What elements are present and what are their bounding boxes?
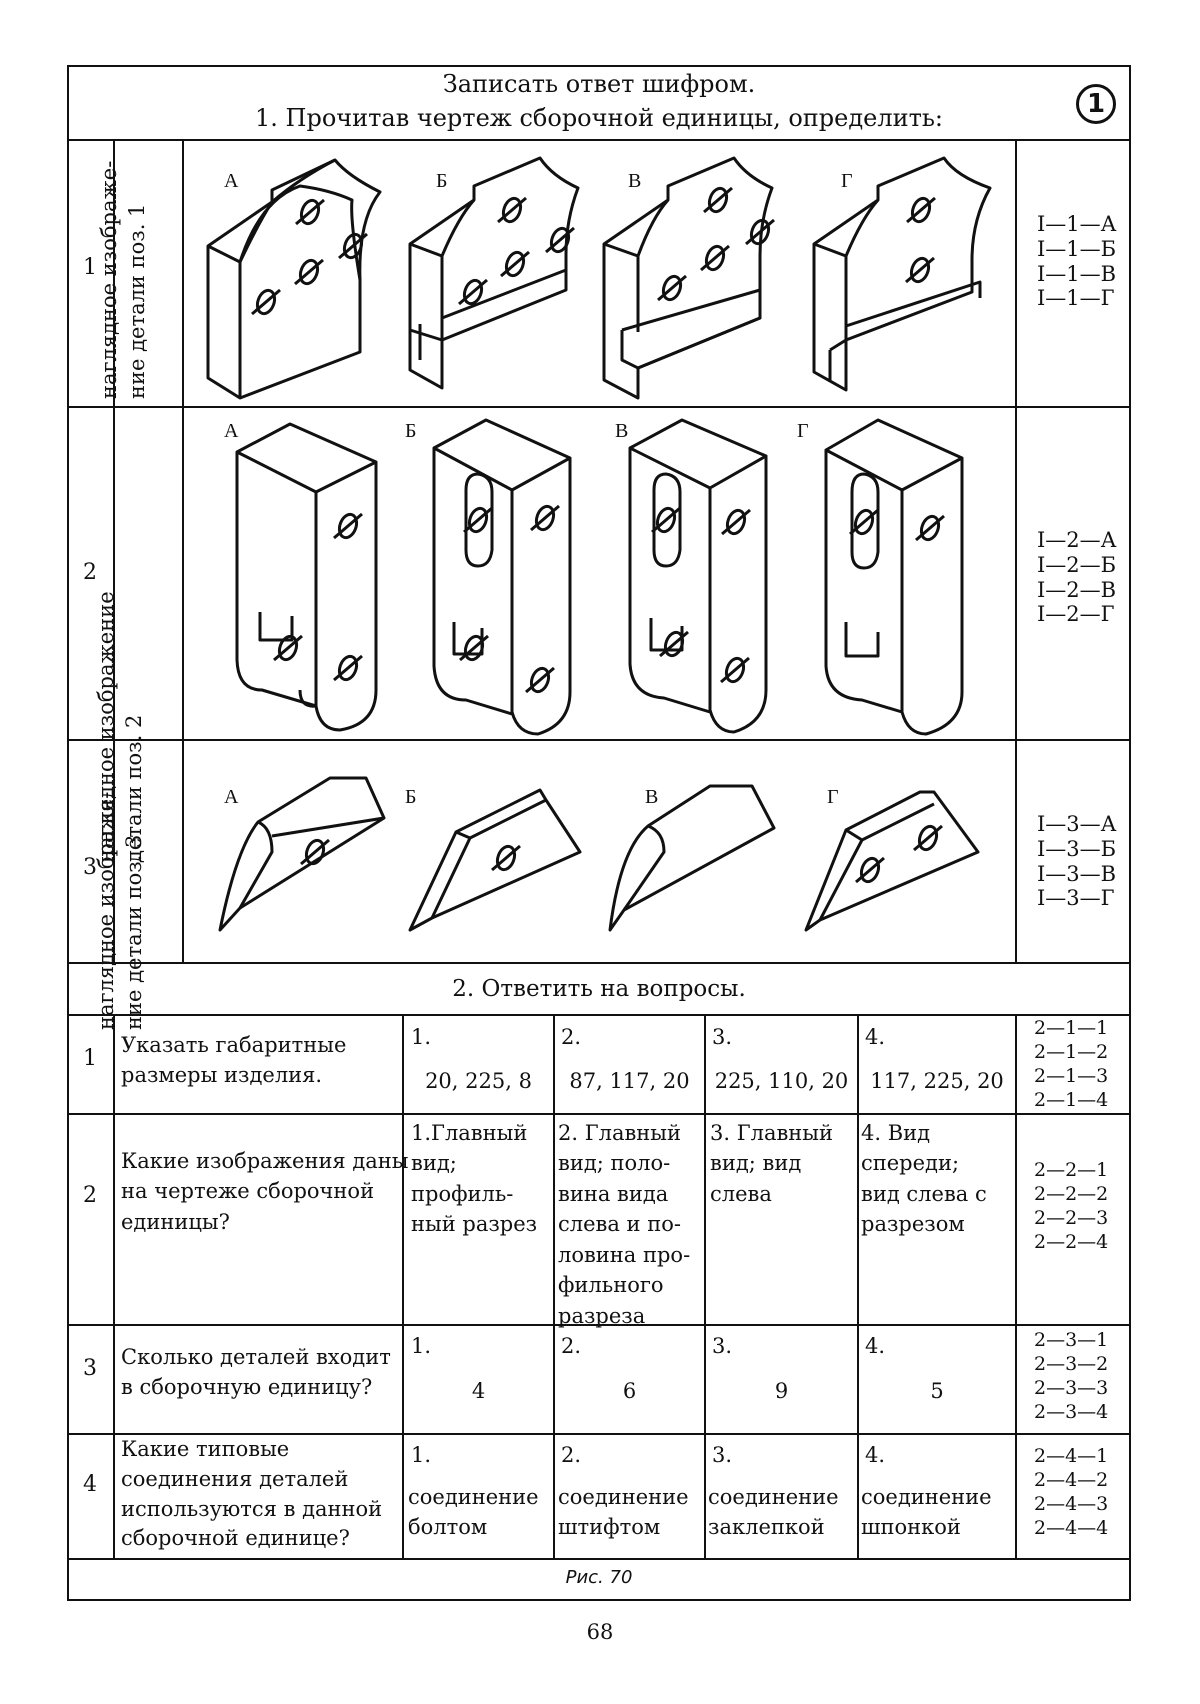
answer-value: 6 — [622, 1379, 637, 1403]
answer-number: 2. — [561, 1443, 582, 1467]
question-num: 4 — [83, 1472, 97, 1497]
variant-letter: В — [615, 420, 629, 442]
answer-value: 20, 225, 8 — [425, 1069, 532, 1093]
rule-q4-bottom — [67, 1558, 1131, 1560]
answer-number: 3. — [712, 1025, 733, 1049]
page-number: 68 — [586, 1620, 614, 1644]
variant-letter: Г — [841, 170, 853, 192]
rule-codes-col — [1015, 139, 1017, 963]
variant-letter: А — [224, 786, 239, 808]
question-num: 3 — [83, 1356, 97, 1381]
answer-codes: I—3—А I—3—Б I—3—В I—3—Г — [1037, 812, 1117, 911]
row-num: 3 — [83, 855, 97, 880]
answer-value: 9 — [774, 1379, 789, 1403]
rule-a4-col — [1015, 1014, 1017, 1559]
row-num: 1 — [83, 255, 97, 280]
answer-number: 1. — [411, 1443, 432, 1467]
answer-codes: 2—2—1 2—2—2 2—2—3 2—2—4 — [1034, 1159, 1109, 1254]
rule-header-bottom — [67, 139, 1131, 141]
part2-title: 2. Ответить на вопросы. — [452, 976, 746, 1002]
answer-value: 4. Вид спереди; вид слева с разрезом — [861, 1121, 987, 1237]
answer-number: 2. — [561, 1334, 582, 1358]
question-text: Сколько деталей входит в сборочную единицу? — [121, 1345, 391, 1400]
header-line1: Записать ответ шифром. — [442, 70, 756, 98]
variant-letter: В — [645, 786, 659, 808]
answer-value: соединение шпонкой — [861, 1485, 992, 1540]
answer-value: 117, 225, 20 — [870, 1069, 1004, 1093]
answer-number: 3. — [712, 1443, 733, 1467]
answer-number: 1. — [411, 1025, 432, 1049]
answer-number: 4. — [865, 1025, 886, 1049]
header-line2: 1. Прочитав чертеж сборочной единицы, определить: — [255, 104, 943, 132]
answer-value: 2. Главный вид; поло- вина вида слева и по- ловина про- фильного разреза — [558, 1121, 691, 1328]
answer-number: 3. — [712, 1334, 733, 1358]
row-label-2: наглядное изображение детали поз. 2 — [94, 591, 147, 863]
variant-letter: Г — [827, 786, 839, 808]
question-num: 1 — [83, 1046, 97, 1071]
answer-number: 4. — [865, 1334, 886, 1358]
question-text: Какие изображения даны на чертеже сборочной единицы? — [121, 1149, 409, 1234]
answer-codes: 2—4—1 2—4—2 2—4—3 2—4—4 — [1034, 1445, 1109, 1540]
answer-codes: 2—1—1 2—1—2 2—1—3 2—1—4 — [1034, 1017, 1109, 1112]
rule-row2-bottom — [67, 739, 1131, 741]
question-text: Указать габаритные размеры изделия. — [121, 1033, 347, 1088]
rule-part2-title-bottom — [67, 1014, 1131, 1016]
answer-number: 1. — [411, 1334, 432, 1358]
answer-value: соединение заклепкой — [708, 1485, 839, 1540]
row-label-3: наглядное изображе- ние детали поз. 3 — [94, 791, 147, 1030]
row-label-1: наглядное изображе- ние детали поз. 1 — [97, 160, 150, 399]
answer-codes: 2—3—1 2—3—2 2—3—3 2—3—4 — [1034, 1329, 1109, 1424]
rule-q1-bottom — [67, 1113, 1131, 1115]
answer-number: 4. — [865, 1443, 886, 1467]
answer-value: 225, 110, 20 — [714, 1069, 849, 1093]
answer-codes: I—2—А I—2—Б I—2—В I—2—Г — [1037, 528, 1117, 627]
variant-letter: Г — [797, 420, 809, 442]
question-text: Какие типовые соединения деталей используются в данной сборочной единице? — [121, 1437, 383, 1551]
rule-label-col — [182, 139, 184, 963]
answer-number: 2. — [561, 1025, 582, 1049]
answer-value: соединение болтом — [408, 1485, 539, 1540]
answer-codes: I—1—А I—1—Б I—1—В I—1—Г — [1037, 212, 1117, 311]
rule-row3-bottom — [67, 962, 1131, 964]
rule-q-num-col — [113, 1014, 115, 1559]
exercise-number-badge: 1 — [1076, 84, 1116, 124]
variant-letter: В — [628, 170, 642, 192]
answer-value: соединение штифтом — [558, 1485, 689, 1540]
answer-value: 3. Главный вид; вид слева — [710, 1121, 834, 1206]
variant-letter: А — [224, 170, 239, 192]
row-num: 2 — [83, 560, 97, 585]
variant-letter: А — [224, 420, 239, 442]
rule-row1-bottom — [67, 406, 1131, 408]
answer-value: 1.Главный вид; профиль- ный разрез — [411, 1121, 538, 1237]
question-num: 2 — [83, 1183, 97, 1208]
answer-value: 5 — [930, 1379, 944, 1403]
figure-caption: Рис. 70 — [565, 1567, 633, 1588]
answer-value: 87, 117, 20 — [569, 1069, 690, 1093]
variant-letter: Б — [405, 786, 417, 808]
answer-value: 4 — [471, 1379, 486, 1403]
variant-letter: Б — [405, 420, 417, 442]
variant-letter: Б — [436, 170, 448, 192]
